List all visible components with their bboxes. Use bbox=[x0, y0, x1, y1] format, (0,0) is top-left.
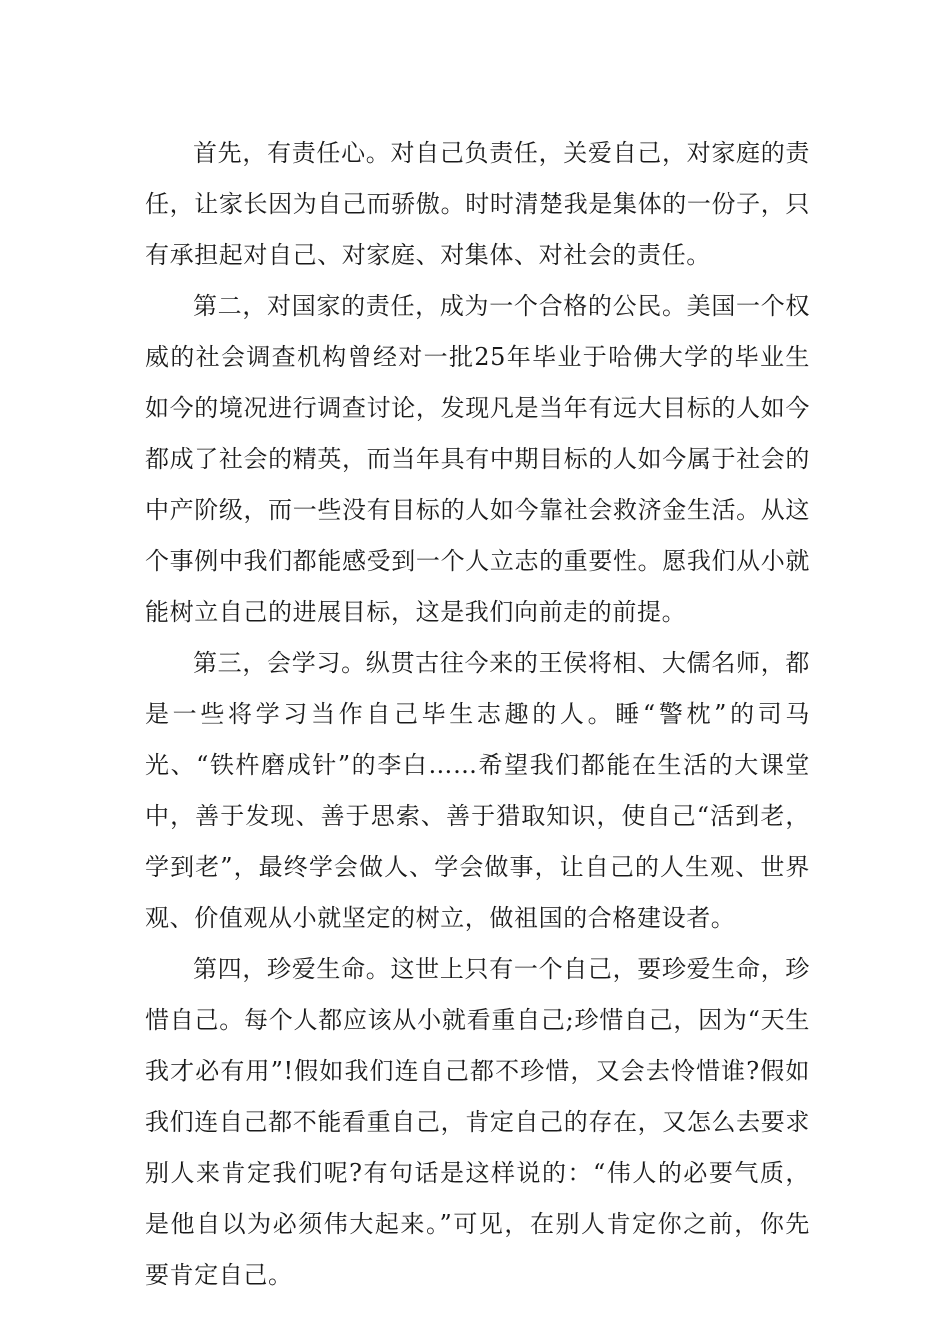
paragraph-cherish-life: 第四，珍爱生命。这世上只有一个自己，要珍爱生命，珍惜自己。每个人都应该从小就看重自己;珍惜自己，因为“天生我才必有用”!假如我们连自己都不珍惜，又会去怜惜谁?假如我们连自己都不能看重自己，肯定自己的存在，又怎么去要求别人来肯定我们呢?有句话是这样说的：“伟人的必要气质，是他自以为必须伟大起来。”可见，在别人肯定你之前，你先要肯定自己。 bbox=[145, 955, 810, 1289]
paragraph-responsibility: 首先，有责任心。对自己负责任，关爱自己，对家庭的责任，让家长因为自己而骄傲。时时清楚我是集体的一份子，只有承担起对自己、对家庭、对集体、对社会的责任。 bbox=[145, 139, 810, 269]
paragraph-learning: 第三，会学习。纵贯古往今来的王侯将相、大儒名师，都是一些将学习当作自己毕生志趣的人。睡“警枕”的司马光、“铁杵磨成针”的李白……希望我们都能在生活的大课堂中，善于发现、善于思索、善于猎取知识，使自己“活到老，学到老”，最终学会做人、学会做事，让自己的人生观、世界观、价值观从小就坚定的树立，做祖国的合格建设者。 bbox=[145, 649, 810, 932]
document-body bbox=[145, 128, 810, 1301]
paragraph-country-duty: 第二，对国家的责任，成为一个合格的公民。美国一个权威的社会调查机构曾经对一批25年毕业于哈佛大学的毕业生如今的境况进行调查讨论，发现凡是当年有远大目标的人如今都成了社会的精英，而当年具有中期目标的人如今属于社会的中产阶级，而一些没有目标的人如今靠社会救济金生活。从这个事例中我们都能感受到一个人立志的重要性。愿我们从小就能树立自己的进展目标，这是我们向前走的前提。 bbox=[145, 292, 810, 626]
